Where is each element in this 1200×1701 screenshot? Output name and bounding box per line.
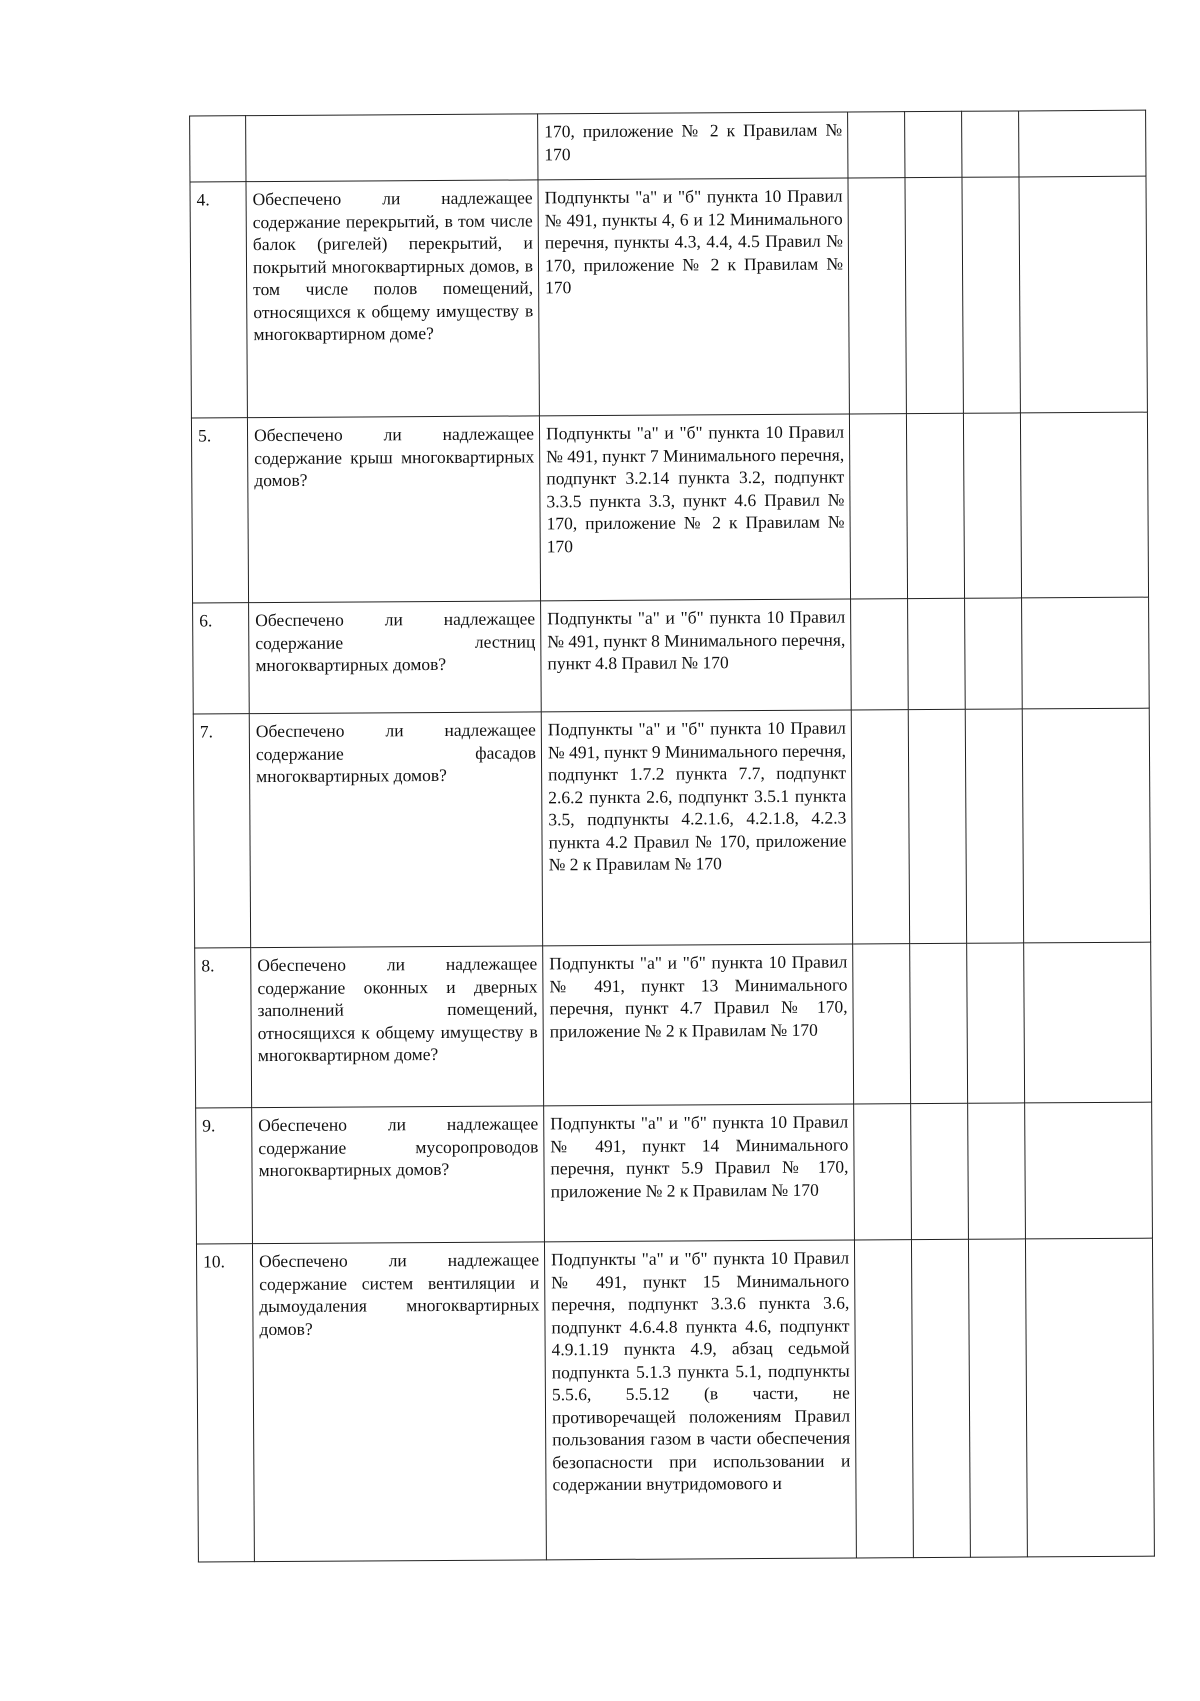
table-row <box>196 1102 1153 1244</box>
answer-no-cell[interactable] <box>905 111 962 177</box>
answer-yes-cell[interactable] <box>848 112 905 178</box>
row-number: 9. <box>196 1108 253 1244</box>
row-number: 5. <box>191 418 248 603</box>
question-cell: Обеспечено ли надлежащее содержание систем вентиляции и дымоудаления многоквартирных домов? <box>252 1242 546 1562</box>
table-row <box>190 110 1146 182</box>
question-cell: Обеспечено ли надлежащее содержание фасадов многоквартирных домов? <box>249 712 542 948</box>
question-cell: Обеспечено ли надлежащее содержание оконных и дверных заполнений помещений, относящихся к общему имуществу в многоквартирном доме? <box>251 946 544 1108</box>
row-number: 4. <box>190 182 247 418</box>
answer-yes-cell[interactable] <box>851 599 909 710</box>
reference-cell: Подпункты "а" и "б" пункта 10 Правил № 491, пункт 15 Минимального перечня, подпункт 3.3.6 пункта 3.6, подпункт 4.6.4.8 пункта 4.6, подпункт 4.9.1.19 пункта 4.9, абзац седьмой подпункта 5.1.3 пункта 5.1, подпункты 5.5.6, 5.5.12 (в части, не противоречащей положениям Правил пользования газом в части обеспечения безопасности при использовании и содержании внутридомового и <box>544 1240 856 1560</box>
answer-na-cell[interactable] <box>962 111 1019 177</box>
answer-no-cell[interactable] <box>908 709 966 943</box>
table-row <box>193 597 1150 714</box>
reference-cell: Подпункты "а" и "б" пункта 10 Правил № 491, пункт 8 Минимального перечня, пункт 4.8 Правил № 170 <box>541 599 852 712</box>
table-row <box>195 942 1152 1108</box>
answer-no-cell[interactable] <box>905 177 963 413</box>
note-cell[interactable] <box>1025 1102 1153 1239</box>
question-cell: Обеспечено ли надлежащее содержание крыш многоквартирных домов? <box>247 416 540 603</box>
table-row <box>193 708 1150 948</box>
checklist-table <box>189 110 1155 1563</box>
reference-cell: Подпункты "а" и "б" пункта 10 Правил № 491, пункт 14 Минимального перечня, пункт 5.9 Правил № 170, приложение № 2 к Правилам № 170 <box>544 1104 855 1242</box>
reference-cell: Подпункты "а" и "б" пункта 10 Правил № 491, пункт 9 Минимального перечня, подпункт 1.7.2 пункта 7.7, подпункт 2.6.2 пункта 2.6, подпункт 3.5.1 пункта 3.5, подпункты 4.2.1.6, 4.2.1.8, 4.2.3 пункта 4.2 Правил № 170, приложение № 2 к Правилам № 170 <box>541 710 852 946</box>
answer-yes-cell[interactable] <box>849 414 907 599</box>
row-number: 7. <box>193 714 250 948</box>
answer-yes-cell[interactable] <box>851 710 909 944</box>
reference-cell: Подпункты "а" и "б" пункта 10 Правил № 491, пункт 7 Минимального перечня, подпункт 3.2.14 пункта 3.2, подпункт 3.3.5 пункта 3.3, пункт 4.6 Правил № 170, приложение № 2 к Правилам № 170 <box>539 414 850 601</box>
reference-cell: Подпункты "а" и "б" пункта 10 Правил № 491, пункт 13 Минимального перечня, пункт 4.7 Правил № 170, приложение № 2 к Правилам № 170 <box>543 944 854 1106</box>
note-cell[interactable] <box>1019 176 1147 413</box>
answer-na-cell[interactable] <box>967 943 1025 1103</box>
note-cell[interactable] <box>1024 942 1152 1103</box>
answer-no-cell[interactable] <box>911 1239 970 1557</box>
row-number: 6. <box>193 603 250 714</box>
answer-yes-cell[interactable] <box>854 1240 913 1558</box>
reference-cell: Подпункты "а" и "б" пункта 10 Правил № 491, пункты 4, 6 и 12 Минимального перечня, пункты 4.3, 4.4, 4.5 Правил № 170, приложение № 2 к Правилам № 170 <box>538 178 849 416</box>
question-cell: Обеспечено ли надлежащее содержание мусоропроводов многоквартирных домов? <box>252 1106 545 1244</box>
question-cell <box>246 114 538 182</box>
answer-no-cell[interactable] <box>906 413 964 598</box>
note-cell[interactable] <box>1020 412 1148 598</box>
note-cell[interactable] <box>1022 708 1150 943</box>
answer-yes-cell[interactable] <box>854 1104 912 1240</box>
question-cell: Обеспечено ли надлежащее содержание лестниц многоквартирных домов? <box>249 601 542 714</box>
row-number: 10. <box>196 1244 254 1562</box>
answer-na-cell[interactable] <box>965 598 1023 709</box>
row-number <box>190 116 246 182</box>
answer-na-cell[interactable] <box>962 177 1020 413</box>
note-cell[interactable] <box>1022 597 1150 709</box>
answer-no-cell[interactable] <box>910 943 968 1103</box>
answer-na-cell[interactable] <box>963 413 1021 598</box>
answer-yes-cell[interactable] <box>848 178 906 414</box>
table-row <box>196 1238 1154 1562</box>
table-row <box>190 176 1147 418</box>
table-row <box>191 412 1148 603</box>
answer-na-cell[interactable] <box>968 1239 1027 1557</box>
answer-na-cell[interactable] <box>968 1103 1026 1239</box>
row-number: 8. <box>195 948 252 1108</box>
note-cell[interactable] <box>1019 110 1146 177</box>
answer-na-cell[interactable] <box>965 709 1023 943</box>
answer-no-cell[interactable] <box>911 1103 969 1239</box>
question-cell: Обеспечено ли надлежащее содержание перекрытий, в том числе балок (ригелей) перекрытий, и покрытий многоквартирных домов, в том числе полов помещений, относящихся к общему имуществу в многоквартирном доме? <box>246 180 539 418</box>
reference-cell: 170, приложение № 2 к Правилам № 170 <box>538 112 848 180</box>
answer-yes-cell[interactable] <box>853 944 911 1104</box>
answer-no-cell[interactable] <box>908 598 966 709</box>
note-cell[interactable] <box>1025 1238 1154 1557</box>
